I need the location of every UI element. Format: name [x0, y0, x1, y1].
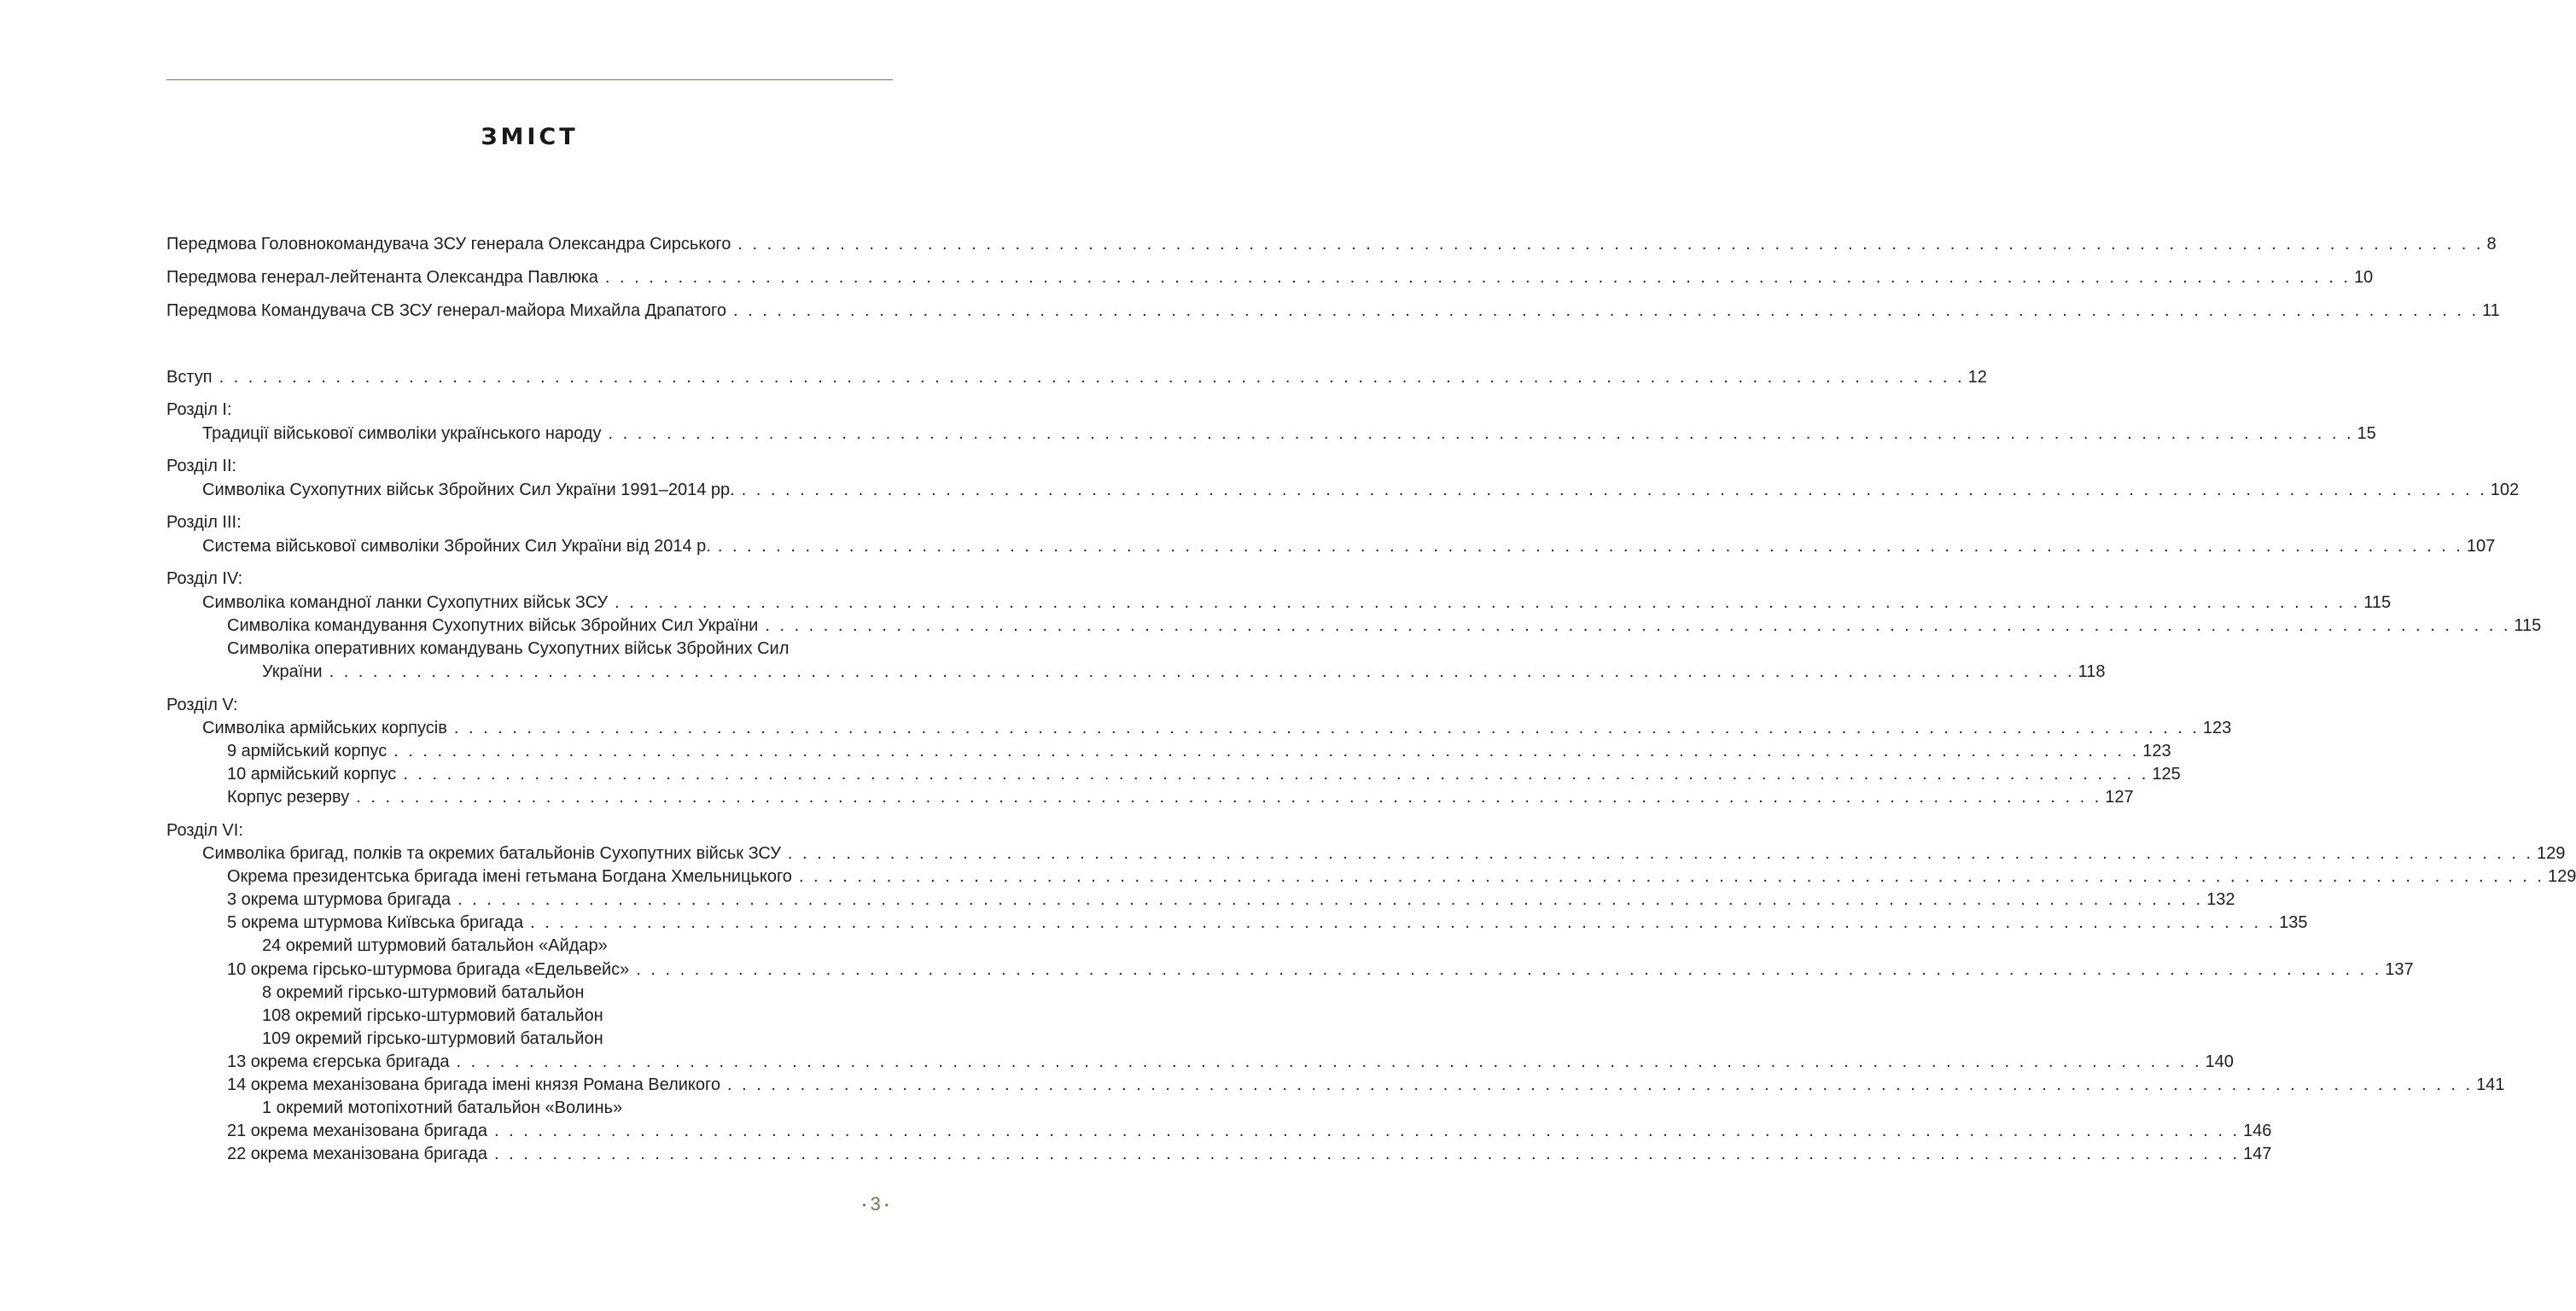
toc-entry-page: 115: [2363, 593, 2392, 612]
toc-entry[interactable]: [227, 889, 2235, 912]
toc-entry-page: 102: [2490, 481, 2520, 499]
toc-entry[interactable]: [202, 479, 2520, 502]
page-number-bullet-right: •: [884, 1199, 889, 1212]
toc-entry[interactable]: [202, 842, 2566, 865]
toc-entry-page: 127: [2105, 788, 2134, 807]
toc-leader-dots: . . . . . . . . . . . . . . . . . . . . . . . . . . . . . . . . . . . . . . . . . . . . . . . . . . . . . . . . . . . . . . . . . . . . . . . . . . . . . . . . . . . . . . . . . . . . . . . . . . . . . . . . . . . . . . . . . . . . . . . .: [456, 1052, 2202, 1071]
toc-leader-dots: . . . . . . . . . . . . . . . . . . . . . . . . . . . . . . . . . . . . . . . . . . . . . . . . . . . . . . . . . . . . . . . . . . . . . . . . . . . . . . . . . . . . . . . . . . . . . . . . . . . . . . . . . . . . . . . . . . . . . . . .: [765, 616, 2511, 635]
toc-leader-dots: . . . . . . . . . . . . . . . . . . . . . . . . . . . . . . . . . . . . . . . . . . . . . . . . . . . . . . . . . . . . . . . . . . . . . . . . . . . . . . . . . . . . . . . . . . . . . . . . . . . . . . . . . . . . . . . . . . . . . . . .: [494, 1122, 2241, 1140]
toc-entry[interactable]: [202, 717, 2232, 740]
toc-entry-label: Символіка командної ланки Сухопутних військ ЗСУ: [202, 593, 609, 612]
toc-entry-page: 141: [2476, 1075, 2505, 1094]
toc-entry-page: 12: [1967, 368, 1987, 387]
toc-entry-page: 8: [2486, 235, 2497, 253]
toc-entry-label: Корпус резерву: [227, 788, 350, 807]
toc-heading: 109 окремий гірсько-штурмовий батальйон: [262, 1029, 603, 1048]
toc-entry-page: 123: [2142, 742, 2171, 760]
toc-entry-label: Передмова Головнокомандувача ЗСУ генерала Олександра Сирського: [166, 235, 731, 253]
toc-entry[interactable]: [166, 300, 2500, 323]
toc-entry[interactable]: [227, 763, 2181, 786]
toc-entry-page: 115: [2514, 616, 2542, 635]
toc-entry-page: 11: [2482, 301, 2500, 320]
toc-entry-label: 22 окрема механізована бригада: [227, 1145, 488, 1163]
page-number-value: 3: [870, 1193, 881, 1215]
toc-entry-label: 14 окрема механізована бригада імені князя Романа Великого: [227, 1075, 721, 1094]
toc-entry[interactable]: [202, 422, 2376, 446]
toc-entry[interactable]: [227, 865, 2576, 889]
toc-entry[interactable]: [227, 958, 2414, 982]
toc-entry-label: 13 окрема єгерська бригада: [227, 1052, 450, 1071]
toc-entry[interactable]: [227, 615, 2542, 638]
toc-leader-dots: . . . . . . . . . . . . . . . . . . . . . . . . . . . . . . . . . . . . . . . . . . . . . . . . . . . . . . . . . . . . . . . . . . . . . . . . . . . . . . . . . . . . . . . . . . . . . . . . . . . . . . . . . . . . . . . . . . . . . . . .: [717, 537, 2463, 556]
toc-heading: Розділ І:: [166, 400, 232, 419]
toc-leader-dots: . . . . . . . . . . . . . . . . . . . . . . . . . . . . . . . . . . . . . . . . . . . . . . . . . . . . . . . . . . . . . . . . . . . . . . . . . . . . . . . . . . . . . . . . . . . . . . . . . . . . . . . . . . . . . . . . . . . . . . . .: [733, 301, 2480, 320]
toc-leader-dots: . . . . . . . . . . . . . . . . . . . . . . . . . . . . . . . . . . . . . . . . . . . . . . . . . . . . . . . . . . . . . . . . . . . . . . . . . . . . . . . . . . . . . . . . . . . . . . . . . . . . . . . . . . . . . . . . . . . . . . . .: [329, 662, 2075, 681]
toc-leader-dots: . . . . . . . . . . . . . . . . . . . . . . . . . . . . . . . . . . . . . . . . . . . . . . . . . . . . . . . . . . . . . . . . . . . . . . . . . . . . . . . . . . . . . . . . . . . . . . . . . . . . . . . . . . . . . . . . . . . . . . . .: [530, 913, 2276, 932]
toc-entry-page: 118: [2078, 662, 2106, 681]
toc-entry-label: Передмова Командувача СВ ЗСУ генерал-майора Михайла Драпатого: [166, 301, 726, 320]
toc-entry[interactable]: [166, 366, 1987, 389]
toc-entry-page: 125: [2152, 765, 2181, 784]
toc-leader-dots: . . . . . . . . . . . . . . . . . . . . . . . . . . . . . . . . . . . . . . . . . . . . . . . . . . . . . . . . . . . . . . . . . . . . . . . . . . . . . . . . . . . . . . . . . . . . . . . . . . . . . . . . . . . . . . . . . . . . . . . .: [356, 788, 2102, 807]
toc-heading: Розділ ІІІ:: [166, 513, 242, 532]
toc-leader-dots: . . . . . . . . . . . . . . . . . . . . . . . . . . . . . . . . . . . . . . . . . . . . . . . . . . . . . . . . . . . . . . . . . . . . . . . . . . . . . . . . . . . . . . . . . . . . . . . . . . . . . . . . . . . . . . . . . . . . . . . .: [403, 765, 2149, 784]
toc-entry[interactable]: [227, 912, 2308, 935]
toc-heading: Розділ ІІ:: [166, 457, 237, 475]
toc-entry[interactable]: [227, 1051, 2234, 1074]
toc-leader-dots: . . . . . . . . . . . . . . . . . . . . . . . . . . . . . . . . . . . . . . . . . . . . . . . . . . . . . . . . . . . . . . . . . . . . . . . . . . . . . . . . . . . . . . . . . . . . . . . . . . . . . . . . . . . . . . . . . . . . . . . .: [798, 867, 2544, 886]
toc-entry-page: 147: [2243, 1145, 2272, 1163]
toc-entry-label: Символіка Сухопутних військ Збройних Сил України 1991–2014 рр.: [202, 481, 735, 499]
toc-entry-label: 5 окрема штурмова Київська бригада: [227, 913, 524, 932]
toc-entry[interactable]: [227, 1074, 2505, 1097]
toc-entry[interactable]: [262, 661, 2106, 684]
toc-entry[interactable]: [227, 786, 2134, 809]
toc-leader-dots: . . . . . . . . . . . . . . . . . . . . . . . . . . . . . . . . . . . . . . . . . . . . . . . . . . . . . . . . . . . . . . . . . . . . . . . . . . . . . . . . . . . . . . . . . . . . . . . . . . . . . . . . . . . . . . . . . . . . . . . .: [453, 719, 2200, 737]
toc-leader-dots: . . . . . . . . . . . . . . . . . . . . . . . . . . . . . . . . . . . . . . . . . . . . . . . . . . . . . . . . . . . . . . . . . . . . . . . . . . . . . . . . . . . . . . . . . . . . . . . . . . . . . . . . . . . . . . . . . . . . . . . .: [636, 960, 2382, 979]
toc-leader-dots: . . . . . . . . . . . . . . . . . . . . . . . . . . . . . . . . . . . . . . . . . . . . . . . . . . . . . . . . . . . . . . . . . . . . . . . . . . . . . . . . . . . . . . . . . . . . . . . . . . . . . . . . . . . . . . . . . . . . . . . .: [787, 844, 2533, 863]
toc-heading: 108 окремий гірсько-штурмовий батальйон: [262, 1006, 603, 1025]
toc-entry-label: Вступ: [166, 368, 213, 387]
toc-entry-page: 10: [2353, 268, 2374, 287]
toc-heading: 8 окремий гірсько-штурмовий батальйон: [262, 983, 585, 1002]
toc-entry-page: 123: [2202, 719, 2232, 737]
toc-entry-label: Передмова генерал-лейтенанта Олександра Павлюка: [166, 268, 598, 287]
toc-entry-page: 137: [2385, 960, 2414, 979]
toc-entry-label: 9 армійський корпус: [227, 742, 388, 760]
toc-entry-page: 129: [2536, 844, 2566, 863]
toc-heading: Символіка оперативних командувань Сухопутних військ Збройних Сил: [227, 639, 790, 658]
toc-entry[interactable]: [202, 591, 2392, 615]
toc-heading: Розділ V:: [166, 696, 238, 714]
toc-heading: 1 окремий мотопіхотний батальйон «Волинь»: [262, 1098, 623, 1117]
toc-entry-label: 10 окрема гірсько-штурмова бригада «Едельвейс»: [227, 960, 630, 979]
toc-entry[interactable]: [166, 266, 2374, 289]
toc-entry-page: 129: [2547, 867, 2576, 886]
toc-leader-dots: . . . . . . . . . . . . . . . . . . . . . . . . . . . . . . . . . . . . . . . . . . . . . . . . . . . . . . . . . . . . . . . . . . . . . . . . . . . . . . . . . . . . . . . . . . . . . . . . . . . . . . . . . . . . . . . . . . . . . . . .: [604, 268, 2351, 287]
toc-entry-label: Система військової символіки Збройних Сил України від 2014 р.: [202, 537, 711, 556]
toc-leader-dots: . . . . . . . . . . . . . . . . . . . . . . . . . . . . . . . . . . . . . . . . . . . . . . . . . . . . . . . . . . . . . . . . . . . . . . . . . . . . . . . . . . . . . . . . . . . . . . . . . . . . . . . . . . . . . . . . . . . . . . . .: [741, 481, 2487, 499]
toc-heading: Розділ VI:: [166, 821, 243, 840]
toc-entry-label: Символіка бригад, полків та окремих батальйонів Сухопутних військ ЗСУ: [202, 844, 781, 863]
toc-entry-label: Символіка командування Сухопутних військ Збройних Сил України: [227, 616, 759, 635]
toc-leader-dots: . . . . . . . . . . . . . . . . . . . . . . . . . . . . . . . . . . . . . . . . . . . . . . . . . . . . . . . . . . . . . . . . . . . . . . . . . . . . . . . . . . . . . . . . . . . . . . . . . . . . . . . . . . . . . . . . . . . . . . . .: [608, 424, 2354, 443]
page-title: ЗМІСТ: [481, 124, 579, 150]
toc-entry-page: 132: [2206, 890, 2235, 909]
toc-leader-dots: . . . . . . . . . . . . . . . . . . . . . . . . . . . . . . . . . . . . . . . . . . . . . . . . . . . . . . . . . . . . . . . . . . . . . . . . . . . . . . . . . . . . . . . . . . . . . . . . . . . . . . . . . . . . . . . . . . . . . . . .: [737, 235, 2484, 253]
toc-entry-page: 146: [2243, 1122, 2272, 1140]
toc-entry[interactable]: [227, 1120, 2272, 1143]
toc-entry-page: 140: [2205, 1052, 2234, 1071]
toc-heading: Розділ IV:: [166, 569, 243, 588]
toc-heading: 24 окремий штурмовий батальйон «Айдар»: [262, 936, 608, 955]
toc-entry-label: 3 окрема штурмова бригада: [227, 890, 452, 909]
toc-entry[interactable]: [227, 740, 2171, 763]
toc-entry[interactable]: [227, 1143, 2272, 1166]
toc-entry-label: 10 армійський корпус: [227, 765, 397, 784]
toc-leader-dots: . . . . . . . . . . . . . . . . . . . . . . . . . . . . . . . . . . . . . . . . . . . . . . . . . . . . . . . . . . . . . . . . . . . . . . . . . . . . . . . . . . . . . . . . . . . . . . . . . . . . . . . . . . . . . . . . . . . . . . . .: [615, 593, 2361, 612]
toc-entry-label: Традиції військової символіки українського народу: [202, 424, 602, 443]
top-rule: [166, 79, 893, 80]
toc-entry-label: Окрема президентська бригада імені гетьмана Богдана Хмельницького: [227, 867, 792, 886]
toc-entry[interactable]: [202, 535, 2496, 558]
toc-entry-page: 107: [2466, 537, 2496, 556]
toc-leader-dots: . . . . . . . . . . . . . . . . . . . . . . . . . . . . . . . . . . . . . . . . . . . . . . . . . . . . . . . . . . . . . . . . . . . . . . . . . . . . . . . . . . . . . . . . . . . . . . . . . . . . . . . . . . . . . . . . . . . . . . . .: [458, 890, 2204, 909]
toc-entry-label: Символіка армійських корпусів: [202, 719, 447, 737]
toc-entry-page: 15: [2357, 424, 2376, 443]
toc-entry[interactable]: [166, 233, 2497, 256]
toc-entry-label: 21 окрема механізована бригада: [227, 1122, 488, 1140]
toc-entry-label: України: [262, 662, 323, 681]
toc-leader-dots: . . . . . . . . . . . . . . . . . . . . . . . . . . . . . . . . . . . . . . . . . . . . . . . . . . . . . . . . . . . . . . . . . . . . . . . . . . . . . . . . . . . . . . . . . . . . . . . . . . . . . . . . . . . . . . . . . . . . . . . .: [727, 1075, 2474, 1094]
page-number: [858, 1193, 893, 1215]
toc-leader-dots: . . . . . . . . . . . . . . . . . . . . . . . . . . . . . . . . . . . . . . . . . . . . . . . . . . . . . . . . . . . . . . . . . . . . . . . . . . . . . . . . . . . . . . . . . . . . . . . . . . . . . . . . . . . . . . . . . . . . . . . .: [393, 742, 2140, 760]
toc-leader-dots: . . . . . . . . . . . . . . . . . . . . . . . . . . . . . . . . . . . . . . . . . . . . . . . . . . . . . . . . . . . . . . . . . . . . . . . . . . . . . . . . . . . . . . . . . . . . . . . . . . . . . . . . . . . . . . . . . . . . . . . .: [219, 368, 1965, 387]
page-number-bullet-left: •: [862, 1199, 866, 1212]
toc-entry-page: 135: [2279, 913, 2308, 932]
toc-leader-dots: . . . . . . . . . . . . . . . . . . . . . . . . . . . . . . . . . . . . . . . . . . . . . . . . . . . . . . . . . . . . . . . . . . . . . . . . . . . . . . . . . . . . . . . . . . . . . . . . . . . . . . . . . . . . . . . . . . . . . . . .: [494, 1145, 2241, 1163]
